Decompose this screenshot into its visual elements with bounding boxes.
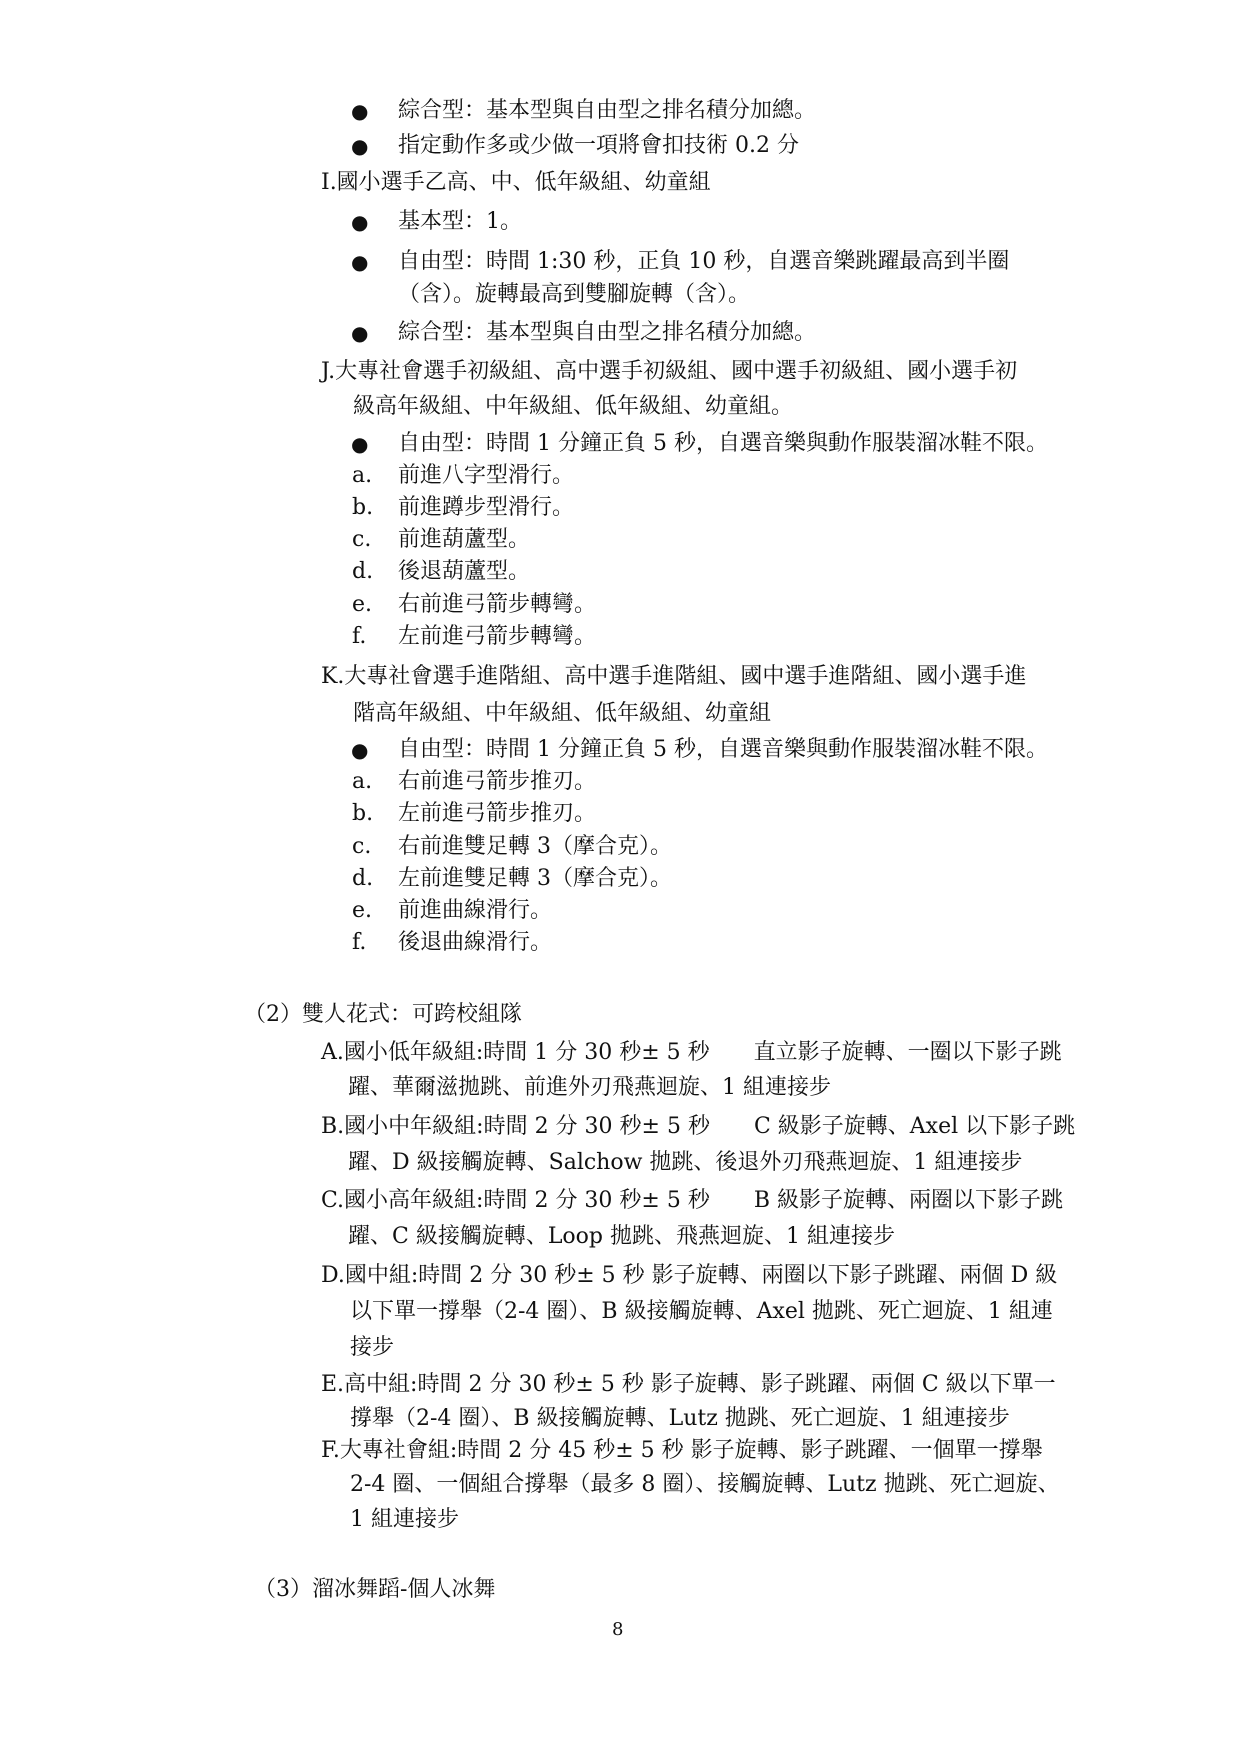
- list-marker: f.: [352, 624, 367, 649]
- list-text: 左前進雙足轉 3（摩合克）。: [398, 866, 672, 891]
- section-k-heading-line2: 階高年級組、中年級組、低年級組、幼童組: [353, 701, 772, 726]
- section-i-free-line2: （含）。旋轉最高到雙腳旋轉（含）。: [398, 282, 751, 307]
- pair-f-line3: 1 組連接步: [350, 1507, 459, 1532]
- list-text: 後退曲線滑行。: [398, 930, 553, 955]
- section-j-free: 自由型：時間 1 分鐘正負 5 秒，自選音樂與動作服裝溜冰鞋不限。: [398, 431, 1048, 456]
- rule-deduction: 指定動作多或少做一項將會扣技術 0.2 分: [398, 133, 799, 158]
- list-text: 前進曲線滑行。: [398, 898, 553, 923]
- pair-d-line2: 以下單一撐舉（2-4 圈）、B 級接觸旋轉、Axel 拋跳、死亡迴旋、1 組連: [350, 1299, 1053, 1324]
- list-marker: a.: [352, 463, 373, 488]
- list-text: 前進葫蘆型。: [398, 527, 531, 552]
- list-text: 右前進弓箭步推刃。: [398, 769, 597, 794]
- bullet-icon: ●: [351, 738, 369, 762]
- section-3-heading: （3）溜冰舞蹈-個人冰舞: [254, 1577, 496, 1602]
- section-j-heading-line1: J.大專社會選手初級組、高中選手初級組、國中選手初級組、國小選手初: [321, 359, 1018, 384]
- section-i-heading: I.國小選手乙高、中、低年級組、幼童組: [321, 170, 711, 195]
- pair-a-line1: A.國小低年級組:時間 1 分 30 秒± 5 秒 直立影子旋轉、一圈以下影子跳: [321, 1040, 1062, 1065]
- section-j-heading-line2: 級高年級組、中年級組、低年級組、幼童組。: [353, 394, 794, 419]
- pair-b-line2: 躍、D 級接觸旋轉、Salchow 拋跳、後退外刃飛燕迴旋、1 組連接步: [348, 1150, 1023, 1175]
- pair-e-line1: E.高中組:時間 2 分 30 秒± 5 秒 影子旋轉、影子跳躍、兩個 C 級以下單一: [321, 1372, 1056, 1397]
- list-text: 左前進弓箭步推刃。: [398, 801, 597, 826]
- pair-c-line1: C.國小高年級組:時間 2 分 30 秒± 5 秒 B 級影子旋轉、兩圈以下影子跳: [321, 1188, 1063, 1213]
- list-text: 後退葫蘆型。: [398, 559, 531, 584]
- rule-combined: 綜合型：基本型與自由型之排名積分加總。: [398, 98, 817, 123]
- list-marker: e.: [352, 898, 373, 923]
- list-marker: d.: [352, 866, 374, 891]
- list-marker: b.: [352, 495, 374, 520]
- pair-c-line2: 躍、C 級接觸旋轉、Loop 拋跳、飛燕迴旋、1 組連接步: [348, 1224, 895, 1249]
- section-i-free-line1: 自由型：時間 1:30 秒，正負 10 秒，自選音樂跳躍最高到半圈: [398, 249, 1010, 274]
- list-text: 前進八字型滑行。: [398, 463, 575, 488]
- bullet-icon: ●: [351, 134, 369, 158]
- section-i-combined: 綜合型：基本型與自由型之排名積分加總。: [398, 320, 817, 345]
- section-i-basic: 基本型：1。: [398, 209, 522, 234]
- list-marker: c.: [352, 834, 372, 859]
- pair-e-line2: 撐舉（2-4 圈）、B 級接觸旋轉、Lutz 拋跳、死亡迴旋、1 組連接步: [350, 1406, 1010, 1431]
- section-k-free: 自由型：時間 1 分鐘正負 5 秒，自選音樂與動作服裝溜冰鞋不限。: [398, 737, 1048, 762]
- pair-d-line3: 接步: [350, 1335, 395, 1360]
- pair-d-line1: D.國中組:時間 2 分 30 秒± 5 秒 影子旋轉、兩圈以下影子跳躍、兩個 D 級: [321, 1263, 1058, 1288]
- bullet-icon: ●: [351, 210, 369, 234]
- list-marker: a.: [352, 769, 373, 794]
- list-text: 右前進弓箭步轉彎。: [398, 592, 597, 617]
- bullet-icon: ●: [351, 99, 369, 123]
- pair-f-line1: F.大專社會組:時間 2 分 45 秒± 5 秒 影子旋轉、影子跳躍、一個單一撐舉: [321, 1438, 1043, 1463]
- pair-b-line1: B.國小中年級組:時間 2 分 30 秒± 5 秒 C 級影子旋轉、Axel 以下影子跳: [321, 1114, 1076, 1139]
- list-marker: d.: [352, 559, 374, 584]
- list-marker: f.: [352, 930, 367, 955]
- section-k-heading-line1: K.大專社會選手進階組、高中選手進階組、國中選手進階組、國小選手進: [321, 664, 1027, 689]
- bullet-icon: ●: [351, 432, 369, 456]
- list-text: 右前進雙足轉 3（摩合克）。: [398, 834, 672, 859]
- list-marker: c.: [352, 527, 372, 552]
- list-marker: b.: [352, 801, 374, 826]
- list-marker: e.: [352, 592, 373, 617]
- page-number: 8: [612, 1619, 624, 1640]
- list-text: 前進蹲步型滑行。: [398, 495, 575, 520]
- bullet-icon: ●: [351, 250, 369, 274]
- pair-a-line2: 躍、華爾滋拋跳、前進外刃飛燕迴旋、1 組連接步: [348, 1075, 831, 1100]
- bullet-icon: ●: [351, 321, 369, 345]
- pair-f-line2: 2-4 圈、一個組合撐舉（最多 8 圈）、接觸旋轉、Lutz 拋跳、死亡迴旋、: [350, 1472, 1060, 1497]
- list-text: 左前進弓箭步轉彎。: [398, 624, 597, 649]
- section-2-heading: （2）雙人花式：可跨校組隊: [244, 1002, 522, 1027]
